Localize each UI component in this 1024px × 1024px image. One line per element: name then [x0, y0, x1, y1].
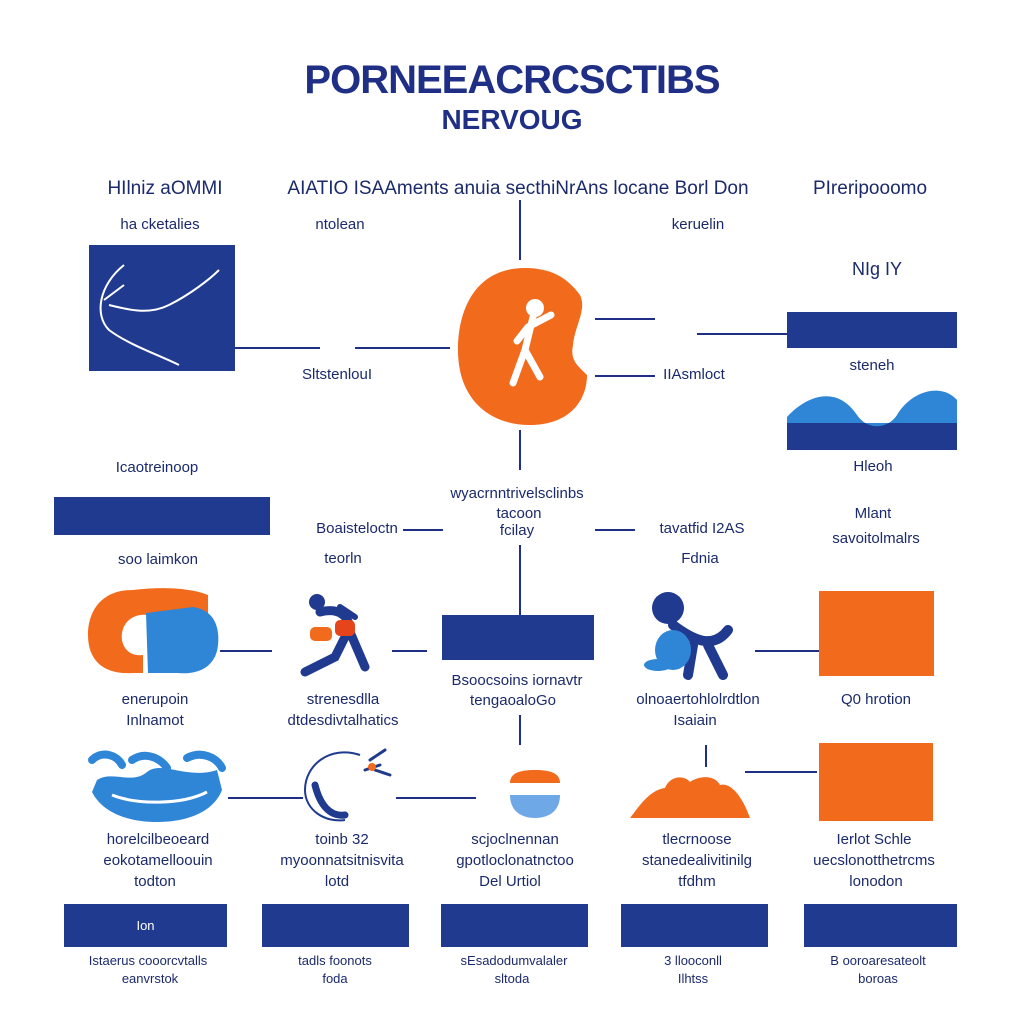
connector — [519, 430, 521, 470]
boxer-icon — [295, 592, 390, 680]
row4-label-2c: lotd — [324, 873, 350, 890]
bottom-caption-3a: sEsadodumvalaler — [460, 953, 568, 968]
row4-label-1a: horelcilbeoeard — [106, 831, 210, 848]
label-left-block: Boaisteloctn — [316, 520, 398, 537]
connector — [697, 333, 787, 335]
bottom-bar-5 — [804, 904, 957, 947]
connector — [235, 347, 320, 349]
label-left-sub: ha cketalies — [120, 216, 200, 233]
label-far-left-2: soo laimkon — [117, 551, 199, 568]
connector — [392, 650, 427, 652]
page-subtitle: NERVOUG — [441, 104, 583, 135]
header-left: HIlniz aOMMI — [107, 178, 223, 199]
right-top-bar — [787, 312, 957, 348]
bottom-caption-2a: tadls foonots — [298, 953, 372, 968]
row3-label-2b: dtdesdivtalhatics — [287, 712, 399, 729]
row3-label-1a: enerupoin — [121, 691, 189, 708]
orange-hills-icon — [630, 770, 750, 820]
connector — [595, 375, 655, 377]
wave-icon — [787, 385, 957, 450]
row4-label-2b: myoonnatsitnisvita — [280, 852, 404, 869]
orange-square-top — [819, 591, 934, 676]
label-far-left: Icaotreinoop — [115, 459, 199, 476]
row3-label-3b: tengaoaloGo — [470, 692, 556, 709]
muscle-sketch-panel — [89, 245, 235, 371]
label-center: wyacrnntrivelsclinbs — [450, 485, 584, 502]
row3-label-4a: olnoaertohlolrdtlon — [636, 691, 760, 708]
right-icon-text: NIg IY — [851, 259, 903, 279]
label-right-block-2: Fdnia — [681, 550, 719, 567]
orange-blue-organ-icon — [88, 585, 220, 677]
row4-label-5c: lonodon — [849, 873, 903, 890]
row4-label-2a: toinb 32 — [315, 831, 369, 848]
bottom-caption-5a: B ooroaresateolt — [830, 953, 926, 968]
row3-label-2a: strenesdlla — [306, 691, 380, 708]
label-far-right-2: savoitolmalrs — [832, 530, 920, 547]
bottom-bar-1 — [64, 904, 227, 947]
bottom-caption-4b: Ilhtss — [677, 971, 709, 986]
bottom-bar-1-text: Ion — [136, 918, 155, 933]
label-stench: steneh — [849, 357, 895, 374]
connector — [519, 200, 521, 260]
label-hleoh: Hleoh — [853, 458, 893, 475]
capsule-icon — [505, 768, 565, 820]
row4-label-5b: uecslonotthetrcms — [813, 852, 935, 869]
row4-label-1c: todton — [134, 873, 176, 890]
center-bar — [442, 615, 594, 660]
label-mid-left-sub: ntolean — [315, 216, 365, 233]
row3-label-3a: Bsoocsoins iornavtr — [451, 672, 583, 689]
connector — [745, 771, 817, 773]
figure-icon — [638, 590, 753, 680]
connector — [519, 715, 521, 745]
row4-label-1b: eokotamelloouin — [103, 852, 213, 869]
bottom-caption-1a: Istaerus cooorcvtalls — [88, 953, 208, 968]
bottom-caption-3b: sltoda — [494, 971, 530, 986]
row3-label-4b: Isaiain — [673, 712, 717, 729]
connector — [755, 650, 820, 652]
label-right-block: tavatfid I2AS — [659, 520, 745, 537]
left-bar — [54, 497, 270, 535]
page-title: PORNEEACRCSCTIBS — [304, 58, 720, 102]
row4-label-4b: stanedealivitinilg — [641, 852, 753, 869]
label-center-2: tacoon — [496, 505, 542, 522]
bottom-bar-4 — [621, 904, 768, 947]
bottom-caption-5b: boroas — [858, 971, 898, 986]
label-mid-right-sub: keruelin — [671, 216, 725, 233]
label-left-block-2: teorln — [324, 550, 362, 567]
arm-sketch-icon — [89, 245, 235, 371]
row4-label-3a: scjoclnennan — [471, 831, 559, 848]
row4-label-5a: Ierlot Schle — [836, 831, 912, 848]
header-right: PIreripooomo — [812, 178, 928, 199]
row3-label-1b: Inlnamot — [126, 712, 184, 729]
label-center-3: fcilay — [499, 522, 535, 539]
bottom-caption-1b: eanvrstok — [121, 971, 179, 986]
connector — [705, 745, 707, 767]
connector — [519, 545, 521, 615]
connector — [396, 797, 476, 799]
connector — [403, 529, 443, 531]
label-far-right: Mlant — [854, 505, 892, 522]
orange-square-bottom — [819, 743, 933, 821]
brain-figure-icon — [455, 265, 595, 430]
connector — [595, 529, 635, 531]
bottom-caption-4a: 3 llooconll — [664, 953, 722, 968]
bottom-bar-3 — [441, 904, 588, 947]
bottom-caption-2b: foda — [322, 971, 348, 986]
row3-label-5a: Q0 hrotion — [840, 691, 912, 708]
connector — [355, 347, 450, 349]
row4-label-4a: tlecrnoose — [662, 831, 732, 848]
connector — [595, 318, 655, 320]
connector — [220, 650, 272, 652]
header-center: AIATIO ISAAments anuia secthiNrAns locane Borl Don — [287, 178, 749, 199]
row4-label-3b: gpotloclonatnctoo — [456, 852, 574, 869]
row4-label-4c: tfdhm — [678, 873, 716, 890]
row4-label-3c: Del Urtiol — [479, 873, 541, 890]
circle-swirl-icon — [300, 745, 395, 825]
bottom-bar-2 — [262, 904, 409, 947]
label-right-mid: IIAsmloct — [663, 366, 725, 383]
blue-wave-bowl-icon — [92, 750, 224, 822]
label-left-mid: SltstenlouI — [301, 366, 373, 383]
connector — [228, 797, 303, 799]
